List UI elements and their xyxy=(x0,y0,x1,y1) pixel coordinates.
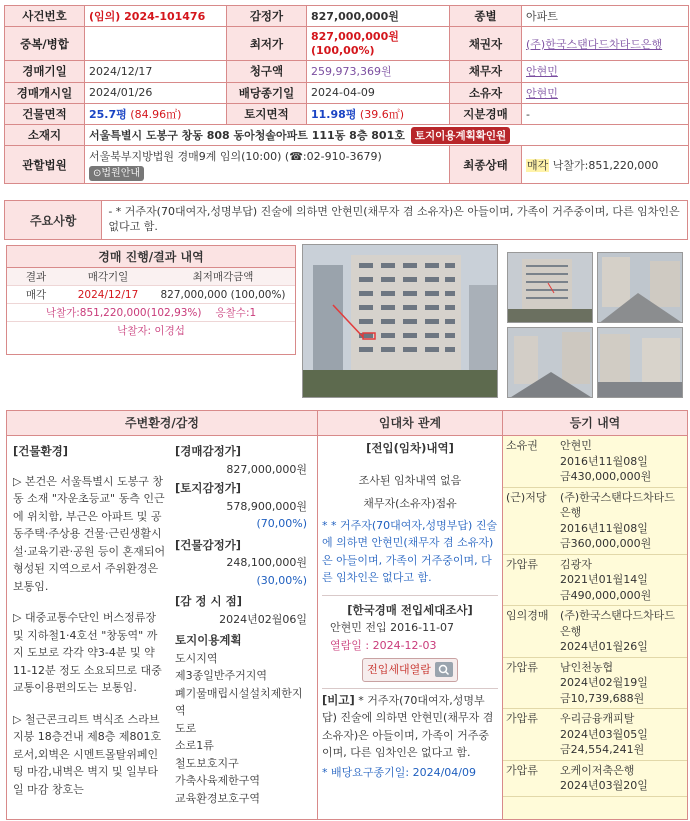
winner: 낙찰자: 이경섭 xyxy=(117,325,185,337)
thumbnail-image-3 xyxy=(508,328,593,398)
label-claim: 청구액 xyxy=(227,61,307,82)
case-info-table xyxy=(4,5,689,184)
thumb-photo-3[interactable] xyxy=(507,327,593,398)
registry-section xyxy=(502,410,688,820)
building-area: 25.7평 (84.96㎡) xyxy=(85,103,227,124)
label-type: 종별 xyxy=(450,6,522,27)
label-appraisal: 감정가 xyxy=(227,6,307,27)
land-plan-item: 교육환경보호구역 xyxy=(175,791,261,805)
registry-entry: 가압류 우리금융캐피탈 2024년03월05일 금24,554,241원 xyxy=(503,709,687,761)
lease-occupant: 채무자(소유자)점유 xyxy=(363,497,457,510)
claim-amount: 259,973,369원 xyxy=(307,61,450,82)
building-appraisal-head: [건물감정가] xyxy=(175,537,242,552)
progress-result: 매각 xyxy=(25,289,47,301)
owner-link[interactable]: 안현민 xyxy=(522,82,689,103)
progress-header-row xyxy=(7,268,295,286)
progress-header-date: 매각기일 xyxy=(87,271,129,283)
address-cell xyxy=(85,125,689,146)
progress-row xyxy=(7,286,295,304)
building-appraisal-value: 248,100,000원 xyxy=(226,556,307,569)
label-case-number: 사건번호 xyxy=(5,6,85,27)
land-appraisal-pct: (70,00%) xyxy=(256,517,307,530)
survey-head: [한국경매 전입세대조사] xyxy=(347,602,473,617)
registry-entry: 가압류 김광자 2021년01월14일 금490,000,000원 xyxy=(503,555,687,607)
label-status: 최종상태 xyxy=(450,146,522,184)
dividend-deadline-note: * 배당요구종기일: 2024/04/09 xyxy=(322,765,476,779)
env-paragraph-3: ▷ 철근콘크리트 벽식조 스라브지붕 18층건내 제8층 제801호로서,외벽은 시멘트몰탈위페인팅 마감,내벽은 벽지 및 일부타일 마감 창호는 xyxy=(13,712,162,796)
lease-body xyxy=(318,436,502,781)
progress-bid-row xyxy=(7,304,295,322)
label-address: 소재지 xyxy=(5,125,85,146)
registry-entry: 소유권 안현민 2016년11월08일 금430,000,000원 xyxy=(503,436,687,488)
appraisal-price: 827,000,000원 xyxy=(307,6,450,27)
remark-block xyxy=(322,688,498,762)
search-icon xyxy=(435,662,453,677)
case-number: (임의) 2024-101476 xyxy=(85,6,227,27)
survey-block xyxy=(322,595,498,682)
land-plan-item: 소로1류 xyxy=(175,739,214,752)
lease-note: * * 거주자(70대여자,성명부답) 진술에 의하면 안현민(채무자 겸 소유자)은 아들이며, 가족이 거주중이며, 다른 임차인은 없다고 함. xyxy=(322,518,498,584)
appraisal-value: 827,000,000원 xyxy=(226,462,307,476)
building-environment xyxy=(13,443,167,798)
land-plan-item: 폐기물매립시설설치제한지역 xyxy=(175,686,303,717)
label-land-area: 토지면적 xyxy=(227,103,307,124)
thumb-photo-1[interactable] xyxy=(507,252,593,323)
label-building-area: 건물면적 xyxy=(5,103,85,124)
status-price: 낙찰가:851,220,000 xyxy=(552,158,659,172)
label-creditor: 채권자 xyxy=(450,27,522,61)
survey-button-label: 전입세대열람 xyxy=(367,663,431,676)
thumbnail-image-4 xyxy=(598,328,683,398)
appraisal-date: 2024년02월06일 xyxy=(219,612,307,626)
survey-button-wrap xyxy=(322,658,498,682)
main-photo[interactable] xyxy=(302,244,498,398)
lease-title: 임대차 관계 xyxy=(318,411,502,436)
registry-entry: 가압류 남인천농협 2024년02월19일 금10,739,688원 xyxy=(503,658,687,710)
status-value: 매각 xyxy=(527,158,549,172)
remark-text: * 거주자(70대여자,성명부답) 진술에 의하면 안현민(채무자 겸 소유자)은 아들이며, 가족이 거주중이며, 다른 임차인은 없다고 함. xyxy=(322,693,494,759)
env-paragraph-2: ▷ 대중교통수단인 버스정류장 및 지하철1·4호선 "창동역" 까지 도보로 각각 약3-4분 및 약11-12분 정도 소요되므로 대중교통이용편의도는 보통임. xyxy=(13,611,162,694)
progress-header-result: 결과 xyxy=(25,271,47,283)
property-type: 아파트 xyxy=(522,6,689,27)
land-appraisal-value: 578,900,000원 xyxy=(226,499,307,513)
thumb-photo-4[interactable] xyxy=(597,327,683,398)
lease-none: 조사된 임차내역 없음 xyxy=(358,473,462,487)
survey-date: 열람일 : 2024-12-03 xyxy=(330,638,437,652)
address: 서울특별시 도봉구 창동 808 동아청솔아파트 111동 8층 801호 xyxy=(89,128,405,142)
thumb-photo-2[interactable] xyxy=(597,252,683,323)
land-area: 11.98평 (39.6㎡) xyxy=(307,103,450,124)
auction-progress-panel xyxy=(6,245,296,355)
creditor-link[interactable]: (주)한국스탠다드차타드은행 xyxy=(522,27,689,61)
dividend-deadline: 2024-04-09 xyxy=(307,82,450,103)
land-appraisal-head: [토지감정가] xyxy=(175,481,242,495)
thumbnail-image-2 xyxy=(598,253,683,323)
start-date: 2024/01/26 xyxy=(85,82,227,103)
registry-entry: 임의경매 (주)한국스탠다드차타드은행 2024년01월26일 xyxy=(503,606,687,658)
appraisal-date-head: [감 정 시 점] xyxy=(175,594,242,608)
progress-title: 경매 진행/결과 내역 xyxy=(7,246,295,268)
progress-header-minprice: 최저매각금액 xyxy=(192,271,254,283)
apartment-building-image xyxy=(303,245,498,398)
land-plan-item: 도시지역 xyxy=(175,651,218,665)
court-text: 서울북부지방법원 경매9계 임의(10:00) (☎:02-910-3679) xyxy=(89,149,382,163)
court-cell xyxy=(85,146,450,184)
debtor-link[interactable]: 안현민 xyxy=(522,61,689,82)
label-auction-date: 경매기일 xyxy=(5,61,85,82)
label-dividend-deadline: 배당종기일 xyxy=(227,82,307,103)
land-plan-button[interactable]: 토지이용계획확인원 xyxy=(411,127,510,144)
key-notes xyxy=(4,200,688,240)
min-price: 827,000,000원 (100,00%) xyxy=(307,27,450,61)
survey-line: 안현민 전입 2016-11-07 xyxy=(330,621,455,634)
progress-minprice: 827,000,000 (100,00%) xyxy=(160,289,286,301)
registry-entry: 가압류 오케이저축은행 2024년03월20일 xyxy=(503,761,687,797)
lease-section xyxy=(317,410,503,820)
land-plan-item: 철도보호지구 xyxy=(175,756,239,770)
label-court: 관할법원 xyxy=(5,146,85,184)
label-debtor: 채무자 xyxy=(450,61,522,82)
land-plan-item: 도로 xyxy=(175,721,197,735)
status-cell xyxy=(522,146,689,184)
land-plan-head: 토지이용계획 xyxy=(175,633,242,647)
label-merge: 중복/병합 xyxy=(5,27,85,61)
key-notes-text: - * 거주자(70대여자,성명부답) 진술에 의하면 안현민(채무자 겸 소유자)은 아들이며, 가족이 거주중이며, 다른 임차인은 없다고 함. xyxy=(108,205,680,233)
auction-date: 2024/12/17 xyxy=(85,61,227,82)
merge-value xyxy=(85,27,227,61)
key-notes-label: 주요사항 xyxy=(5,201,102,239)
remark-head: [비고] xyxy=(322,692,355,707)
label-share-auction: 지분경매 xyxy=(450,103,522,124)
label-start-date: 경매개시일 xyxy=(5,82,85,103)
appraisal-details xyxy=(175,443,307,807)
registry-title: 등기 내역 xyxy=(503,411,687,436)
court-guide-button[interactable]: ⊙법원안내 xyxy=(89,166,144,181)
survey-button[interactable] xyxy=(362,658,458,682)
bid-price: 낙찰가:851,220,000(102,93%) xyxy=(45,307,202,319)
winner-row xyxy=(7,322,295,340)
environment-section xyxy=(6,410,318,820)
building-env-head: [건물환경] xyxy=(13,444,68,458)
lease-head: [전입(임차)내역] xyxy=(366,441,454,455)
registry-entry: (근)저당 (주)한국스탠다드차타드은행 2016년11월08일 금360,000,000원 xyxy=(503,488,687,555)
thumbnail-image-1 xyxy=(508,253,593,323)
share-auction: - xyxy=(522,103,689,124)
land-plan-item: 제3종일반주거지역 xyxy=(175,669,268,682)
land-plan-item: 가축사육제한구역 xyxy=(175,774,261,787)
environment-title: 주변환경/감정 xyxy=(7,411,317,436)
building-appraisal-pct: (30,00%) xyxy=(256,573,307,587)
label-owner: 소유자 xyxy=(450,82,522,103)
env-paragraph-1: ▷ 본건은 서울특별시 도봉구 창동 소재 "자운초등교" 동측 인근에 위치함, 부근은 아파트 및 공동주택·주상용 건물·근린생활시설·교육기관·공원 등이 혼재되어 형성된 지역으로서 주위환경은 보통임. xyxy=(13,474,166,593)
bidder-count: 응찰수:1 xyxy=(215,307,257,319)
appraisal-head: [경매감정가] xyxy=(175,444,242,458)
label-min-price: 최저가 xyxy=(227,27,307,61)
progress-date: 2024/12/17 xyxy=(77,289,139,301)
